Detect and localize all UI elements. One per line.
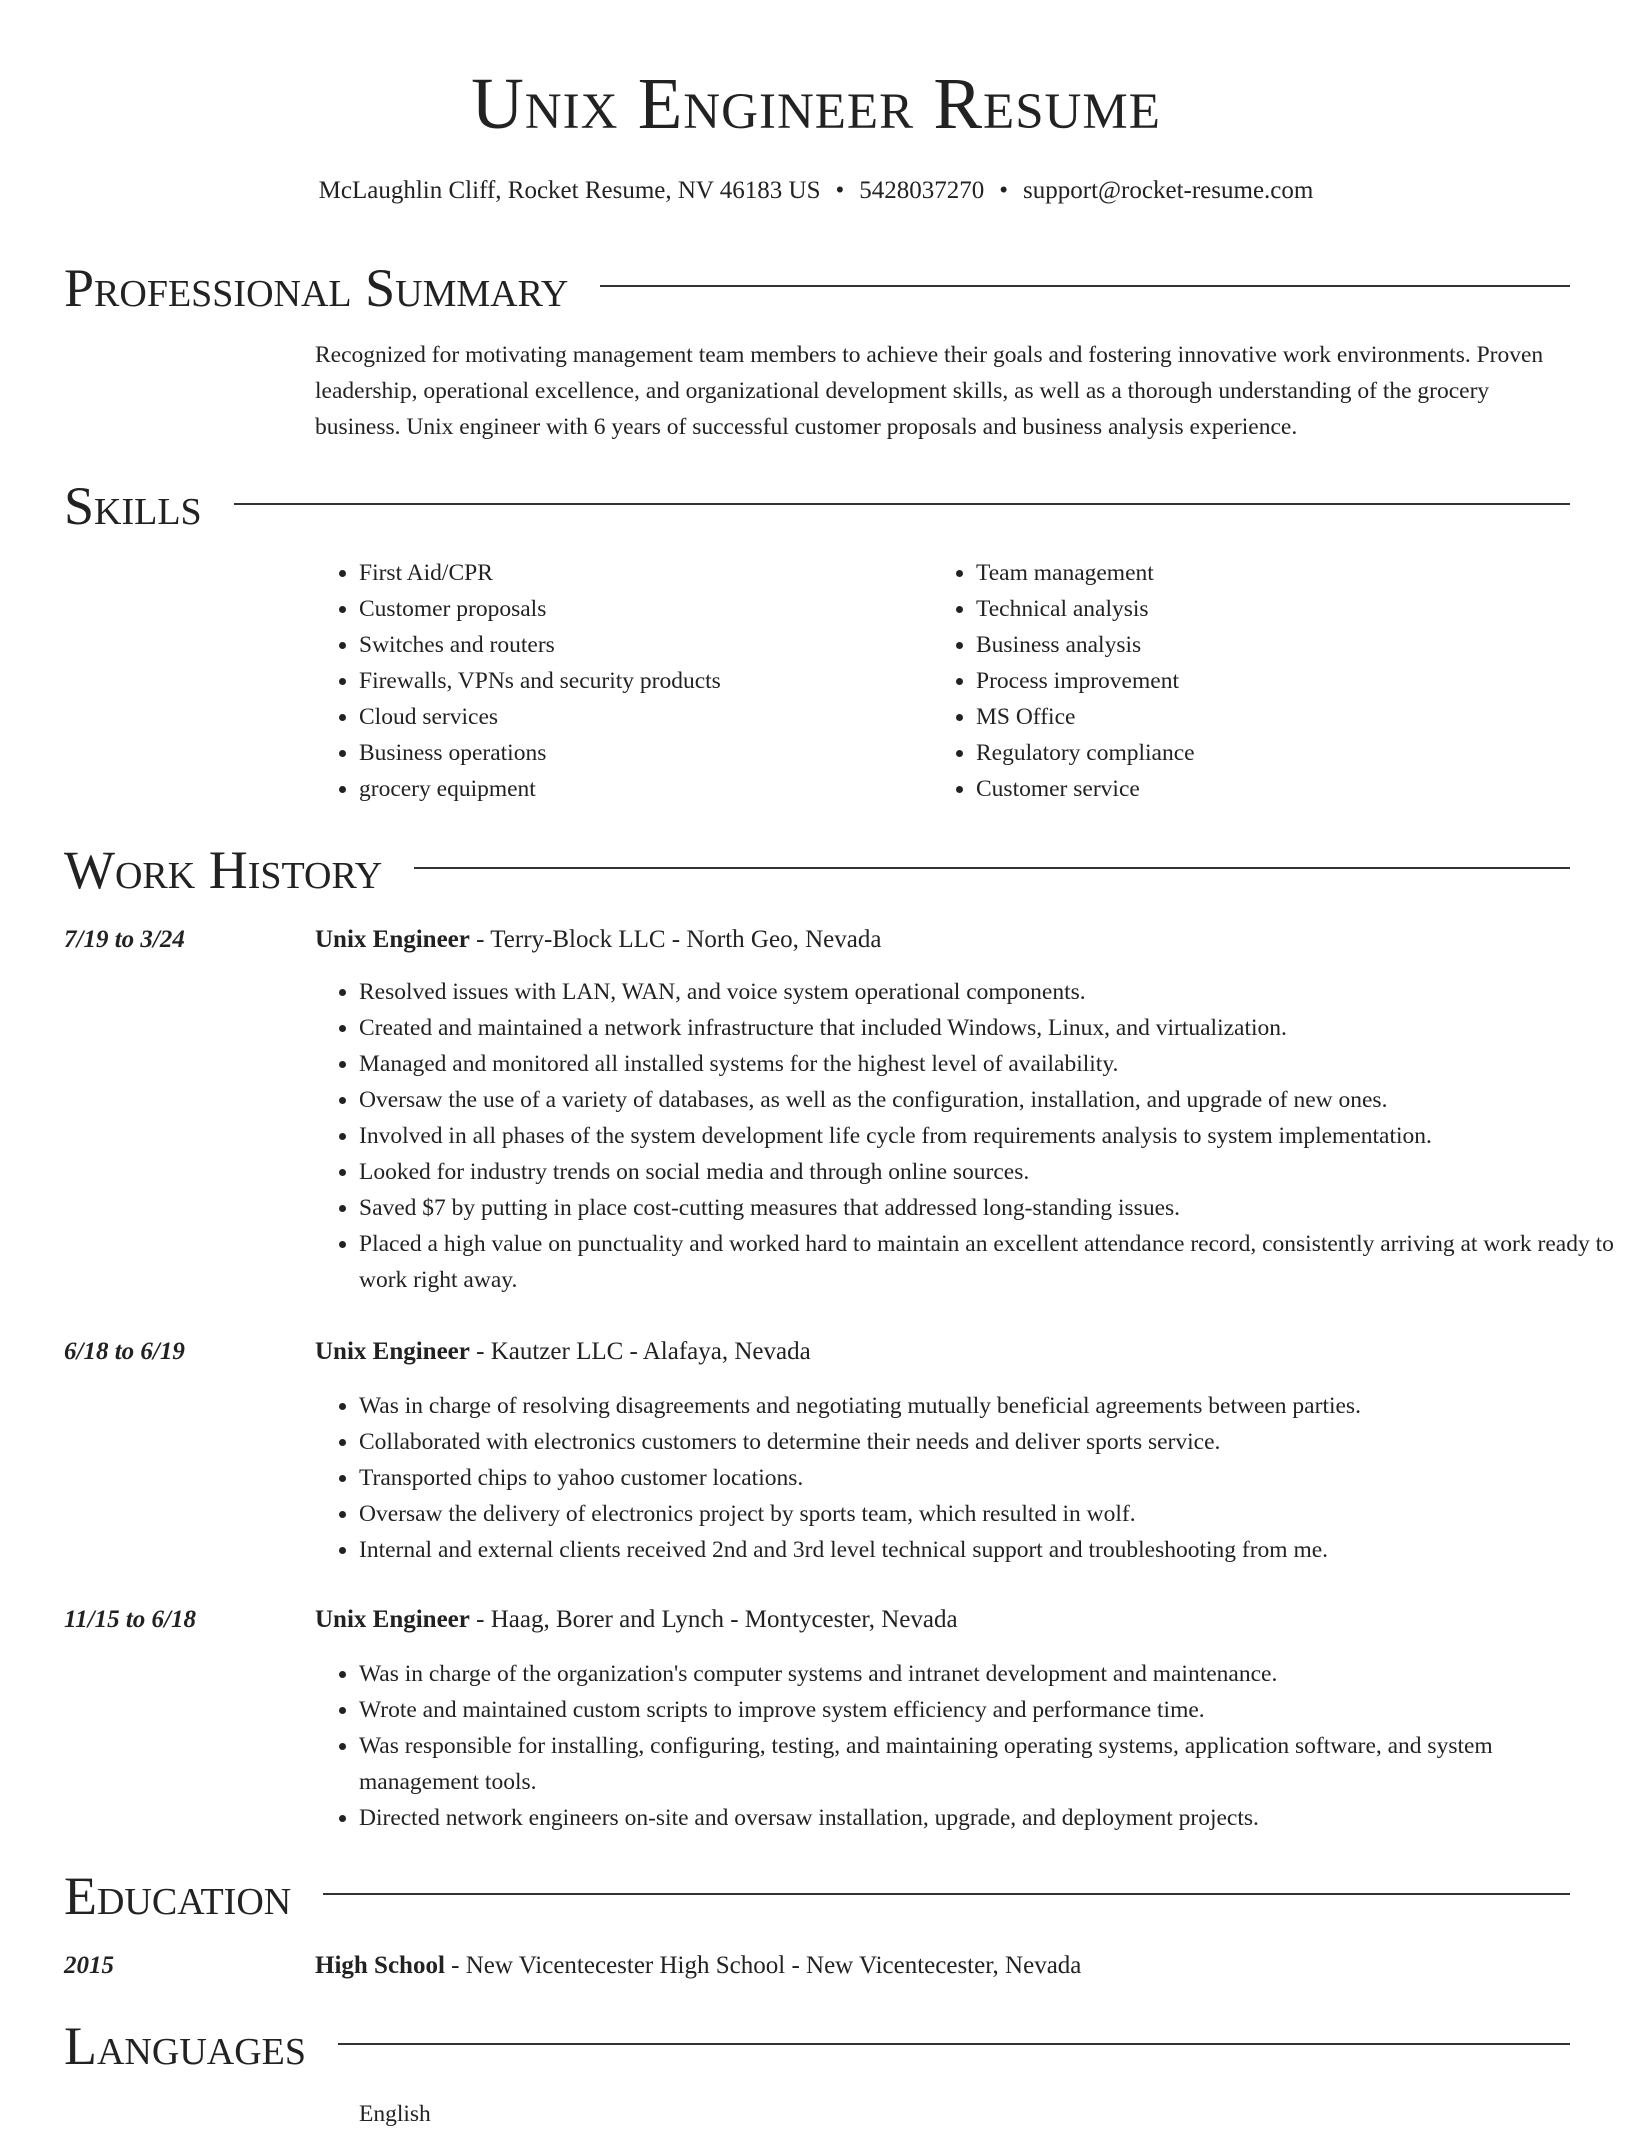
section-title-summary: Professional Summary xyxy=(64,258,569,318)
job-dates: 7/19 to 3/24 xyxy=(64,926,185,953)
contact-phone: 5428037270 xyxy=(859,177,985,204)
section-title-skills: Skills xyxy=(64,476,202,536)
section-divider xyxy=(414,867,1570,869)
job-title-line xyxy=(315,922,881,958)
job-bullet: • Saved $7 by putting in place cost-cutting measures that addressed long-standing issues. xyxy=(359,1190,1614,1226)
education-year: 2015 xyxy=(64,1952,114,1979)
section-header-education xyxy=(64,1861,1570,1931)
job-bullet: • Transported chips to yahoo customer locations. xyxy=(359,1460,1614,1496)
skill-item: • Process improvement xyxy=(976,663,1576,699)
section-title-work: Work History xyxy=(64,840,383,900)
summary-text: Recognized for motivating management team members to achieve their goals and fostering innovative work environments. Proven leadership, operational excellence, and organizational development skills, as well as a thorough understanding of the grocery business. Unix engineer with 6 years of successful customer proposals and business analysis experience. xyxy=(315,342,1544,440)
contact-separator: • xyxy=(999,177,1009,204)
skills-list-left xyxy=(315,555,919,807)
job-dates: 11/15 to 6/18 xyxy=(64,1606,196,1633)
skill-item: • Customer service xyxy=(976,771,1576,807)
job-bullet: • Internal and external clients received 2nd and 3rd level technical support and troubleshooting from me. xyxy=(359,1532,1614,1568)
skills-list-right xyxy=(932,555,1576,807)
skill-item: • Team management xyxy=(976,555,1576,591)
skill-item: • Technical analysis xyxy=(976,591,1576,627)
job-bullet: • Oversaw the delivery of electronics project by sports team, which resulted in wolf. xyxy=(359,1496,1614,1532)
skill-item: • MS Office xyxy=(976,699,1576,735)
job-title: Unix Engineer xyxy=(315,1338,470,1365)
section-divider xyxy=(338,2043,1570,2045)
section-header-summary xyxy=(64,253,1570,323)
skill-item: • Switches and routers xyxy=(359,627,919,663)
job-bullets xyxy=(315,1388,1614,1568)
job-bullet: • Oversaw the use of a variety of databases, as well as the configuration, installation, and upgrade of new ones. xyxy=(359,1082,1614,1118)
job-bullets xyxy=(315,1656,1614,1836)
education-school: - New Vicentecester High School - New Vicentecester, Nevada xyxy=(444,1952,1082,1979)
contact-address: McLaughlin Cliff, Rocket Resume, NV 46183 US xyxy=(318,177,821,204)
job-employer: - Terry-Block LLC - North Geo, Nevada xyxy=(469,926,882,953)
skill-item: • Regulatory compliance xyxy=(976,735,1576,771)
resume-title: Unix Engineer Resume xyxy=(471,63,1161,144)
language-item: English xyxy=(359,2101,431,2127)
contact-email: support@rocket-resume.com xyxy=(1023,177,1314,204)
contact-line xyxy=(0,174,1632,208)
job-bullet: • Collaborated with electronics customers to determine their needs and deliver sports service. xyxy=(359,1424,1614,1460)
job-bullet: • Was in charge of the organization's computer systems and intranet development and maintenance. xyxy=(359,1656,1614,1692)
section-title-education: Education xyxy=(64,1866,292,1926)
education-line xyxy=(315,1948,1081,1984)
skill-item: • Customer proposals xyxy=(359,591,919,627)
skill-item: • Business analysis xyxy=(976,627,1576,663)
job-bullet: • Resolved issues with LAN, WAN, and voice system operational components. xyxy=(359,974,1614,1010)
job-title: Unix Engineer xyxy=(315,926,470,953)
job-title-line xyxy=(315,1602,958,1638)
job-bullet: • Looked for industry trends on social media and through online sources. xyxy=(359,1154,1614,1190)
job-title-line xyxy=(315,1334,811,1370)
education-degree: High School xyxy=(315,1952,445,1979)
job-bullet: • Was responsible for installing, configuring, testing, and maintaining operating systems, application software, and system management tools. xyxy=(359,1728,1614,1800)
section-divider xyxy=(600,285,1570,287)
job-bullet: • Involved in all phases of the system development life cycle from requirements analysis to system implementation. xyxy=(359,1118,1614,1154)
job-employer: - Kautzer LLC - Alafaya, Nevada xyxy=(469,1338,811,1365)
job-bullet: • Directed network engineers on-site and oversaw installation, upgrade, and deployment projects. xyxy=(359,1800,1614,1836)
section-header-skills xyxy=(64,471,1570,541)
skill-item: • First Aid/CPR xyxy=(359,555,919,591)
skill-item: • Business operations xyxy=(359,735,919,771)
skill-item: • Firewalls, VPNs and security products xyxy=(359,663,919,699)
contact-separator: • xyxy=(835,177,845,204)
section-title-languages: Languages xyxy=(64,2016,306,2076)
job-dates: 6/18 to 6/19 xyxy=(64,1338,185,1365)
section-divider xyxy=(323,1893,1570,1895)
job-bullet: • Managed and monitored all installed systems for the highest level of availability. xyxy=(359,1046,1614,1082)
job-bullets xyxy=(315,974,1614,1298)
skill-item: • grocery equipment xyxy=(359,771,919,807)
job-bullet: • Wrote and maintained custom scripts to improve system efficiency and performance time. xyxy=(359,1692,1614,1728)
job-title: Unix Engineer xyxy=(315,1606,470,1633)
job-employer: - Haag, Borer and Lynch - Montycester, Nevada xyxy=(469,1606,958,1633)
job-bullet: • Was in charge of resolving disagreements and negotiating mutually beneficial agreements between parties. xyxy=(359,1388,1614,1424)
job-bullet: • Placed a high value on punctuality and worked hard to maintain an excellent attendance record, consistently arriving at work ready to work right away. xyxy=(359,1226,1614,1298)
section-divider xyxy=(234,503,1570,505)
job-bullet: • Created and maintained a network infrastructure that included Windows, Linux, and virtualization. xyxy=(359,1010,1614,1046)
section-header-languages xyxy=(64,2011,1570,2081)
section-header-work xyxy=(64,835,1570,905)
skill-item: • Cloud services xyxy=(359,699,919,735)
